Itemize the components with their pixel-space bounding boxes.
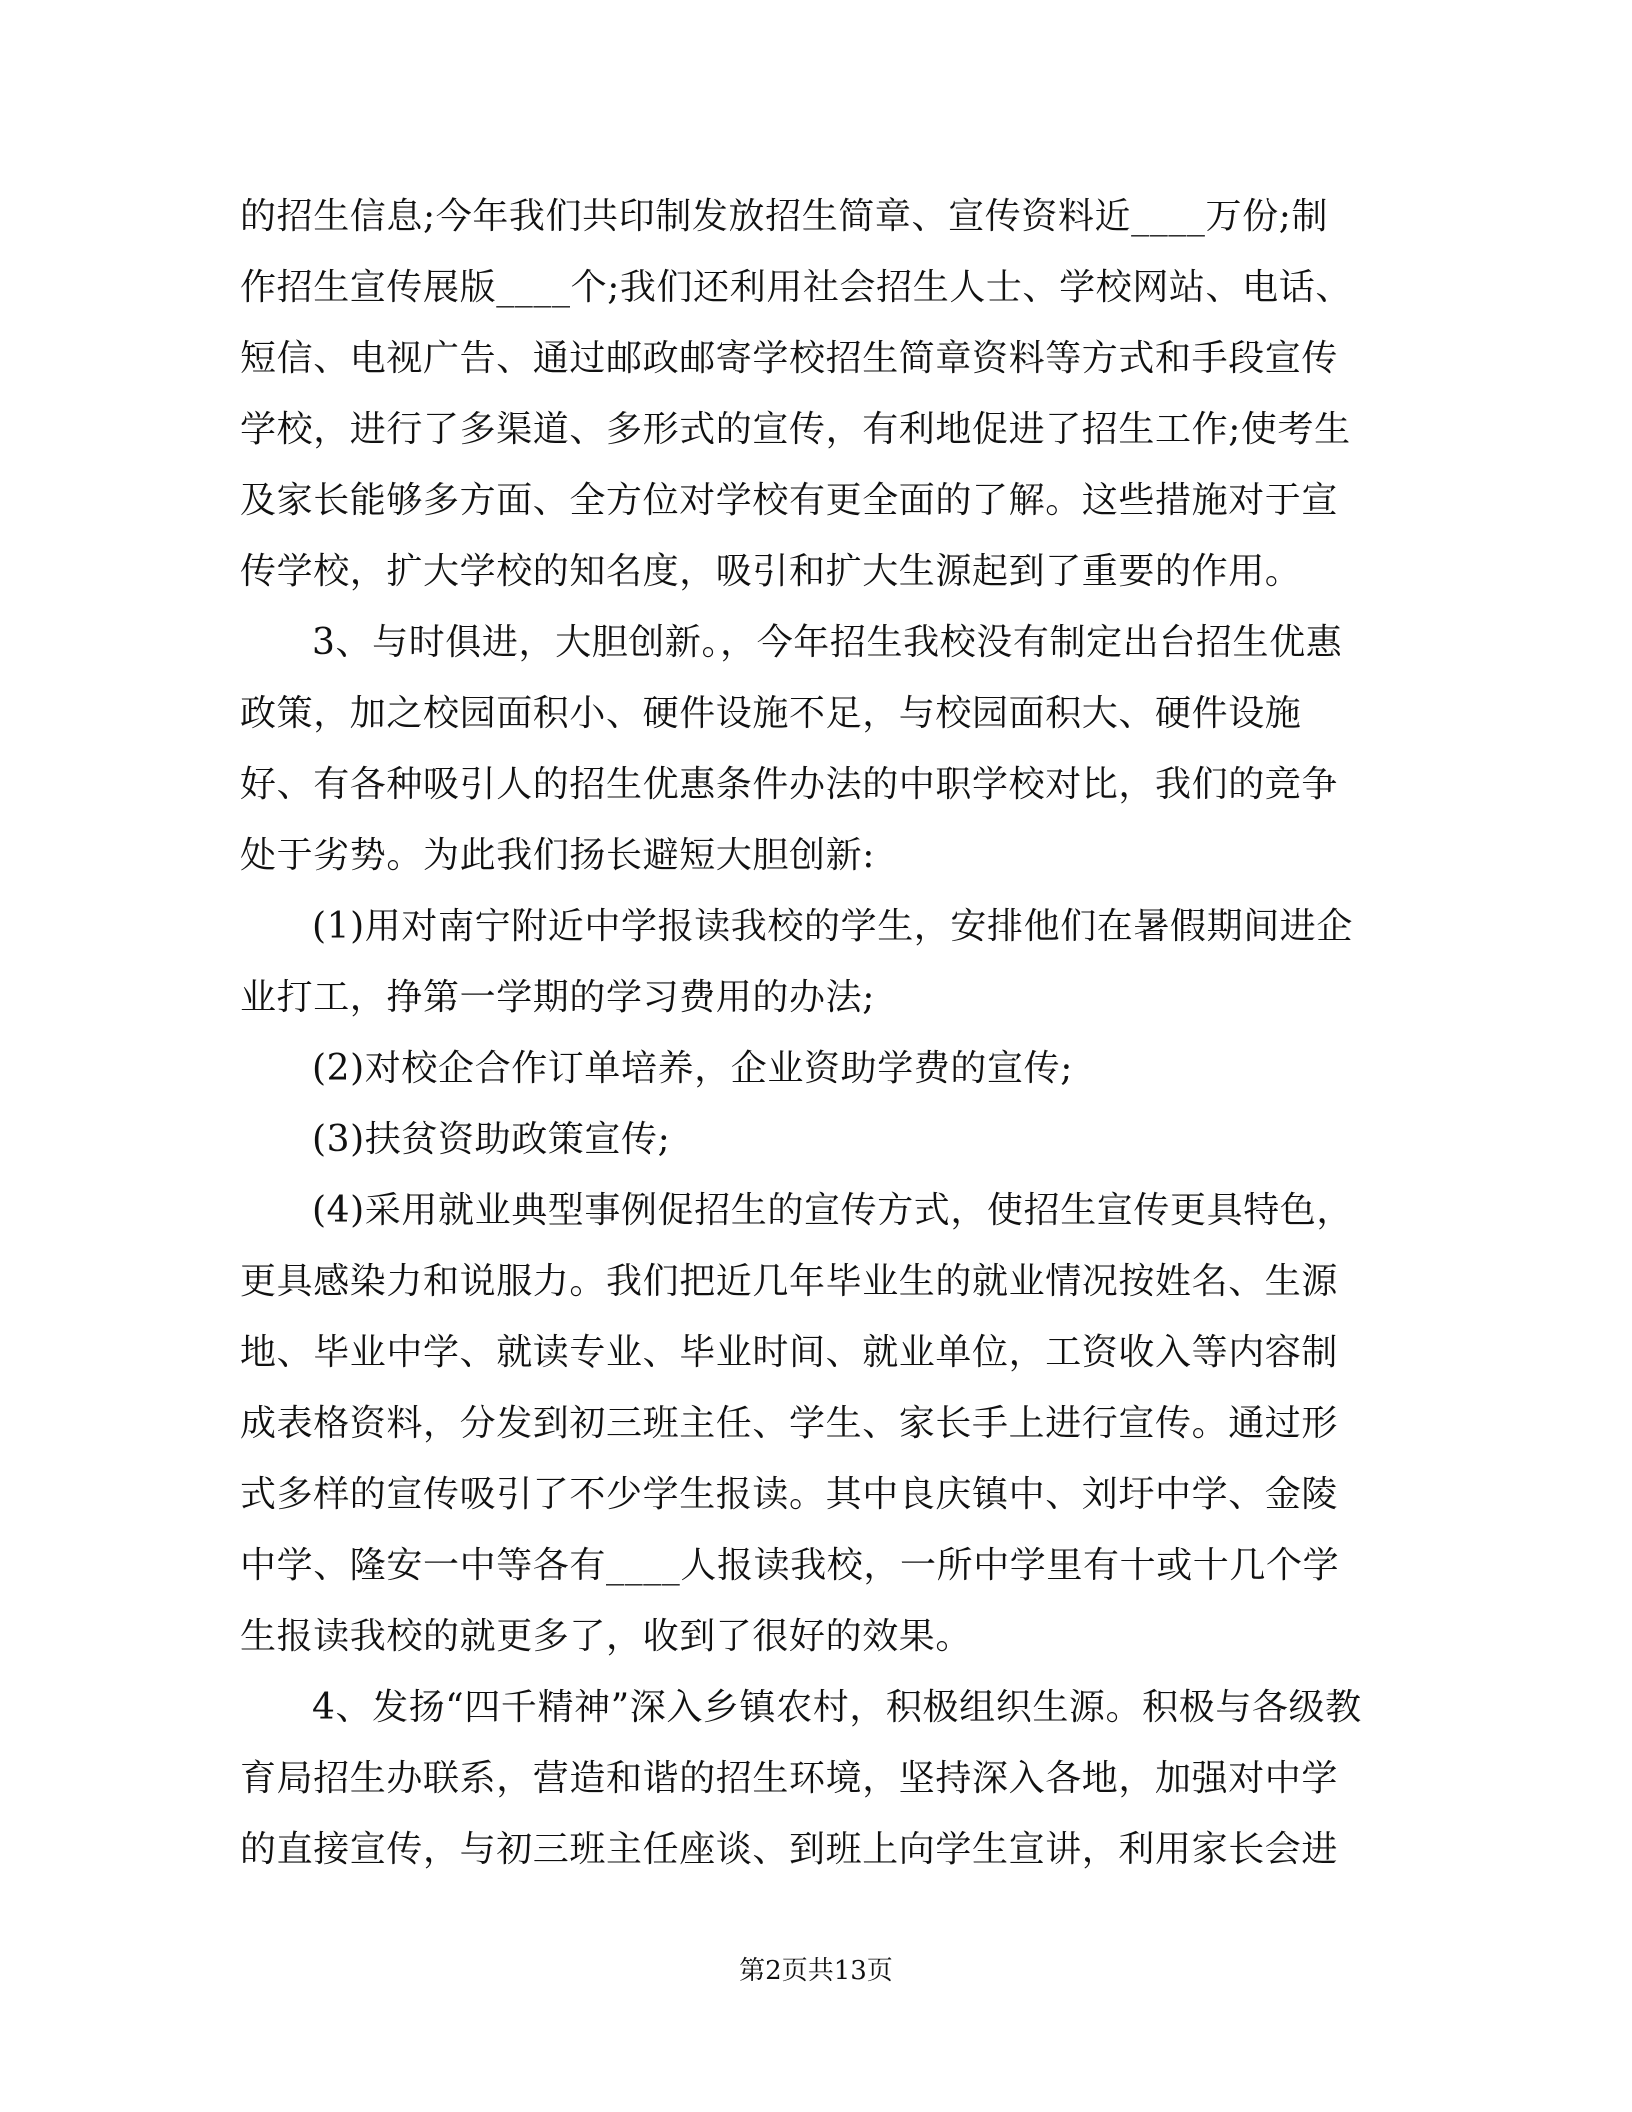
body-text-line: 好、有各种吸引人的招生优惠条件办法的中职学校对比，我们的竞争: [240, 764, 1339, 805]
body-text-line: 短信、电视广告、通过邮政邮寄学校招生简章资料等方式和手段宣传: [240, 338, 1339, 379]
body-text-line: 作招生宣传展版____个;我们还利用社会招生人士、学校网站、电话、: [240, 267, 1352, 308]
body-text-line: 学校，进行了多渠道、多形式的宣传，有利地促进了招生工作;使考生: [240, 409, 1351, 450]
body-text-line: 处于劣势。为此我们扬长避短大胆创新:: [240, 835, 875, 876]
body-text-line: (2)对校企合作订单培养，企业资助学费的宣传;: [312, 1048, 1073, 1089]
body-text-line: 4、发扬“四千精神”深入乡镇农村，积极组织生源。积极与各级教: [312, 1687, 1362, 1728]
body-text-line: 的招生信息;今年我们共印制发放招生简章、宣传资料近____万份;制: [240, 196, 1329, 237]
body-text-line: 传学校，扩大学校的知名度，吸引和扩大生源起到了重要的作用。: [240, 551, 1302, 592]
body-text-line: 及家长能够多方面、全方位对学校有更全面的了解。这些措施对于宣: [240, 480, 1339, 521]
body-text-line: 育局招生办联系，营造和谐的招生环境，坚持深入各地，加强对中学: [240, 1758, 1339, 1799]
body-text-line: (3)扶贫资助政策宣传;: [312, 1119, 671, 1160]
body-text-line: 地、毕业中学、就读专业、毕业时间、就业单位，工资收入等内容制: [240, 1332, 1339, 1373]
body-text-line: 3、与时俱进，大胆创新。，今年招生我校没有制定出台招生优惠: [312, 622, 1343, 663]
body-text-line: 更具感染力和说服力。我们把近几年毕业生的就业情况按姓名、生源: [240, 1261, 1339, 1302]
body-text-line: 成表格资料，分发到初三班主任、学生、家长手上进行宣传。通过形: [240, 1403, 1339, 1444]
body-text-line: 政策，加之校园面积小、硬件设施不足，与校园面积大、硬件设施: [240, 693, 1302, 734]
body-text-line: (4)采用就业典型事例促招生的宣传方式，使招生宣传更具特色，: [312, 1190, 1353, 1231]
body-text-line: 生报读我校的就更多了，收到了很好的效果。: [240, 1616, 973, 1657]
body-text-line: (1)用对南宁附近中学报读我校的学生，安排他们在暑假期间进企: [312, 906, 1353, 947]
body-text-line: 业打工，挣第一学期的学习费用的办法;: [240, 977, 875, 1018]
body-text-line: 式多样的宣传吸引了不少学生报读。其中良庆镇中、刘圩中学、金陵: [240, 1474, 1339, 1515]
body-text-line: 的直接宣传，与初三班主任座谈、到班上向学生宣讲，利用家长会进: [240, 1829, 1339, 1870]
body-text-line: 中学、隆安一中等各有____人报读我校，一所中学里有十或十几个学: [240, 1545, 1340, 1586]
page-number-footer: 第2页共13页: [739, 1956, 893, 1986]
